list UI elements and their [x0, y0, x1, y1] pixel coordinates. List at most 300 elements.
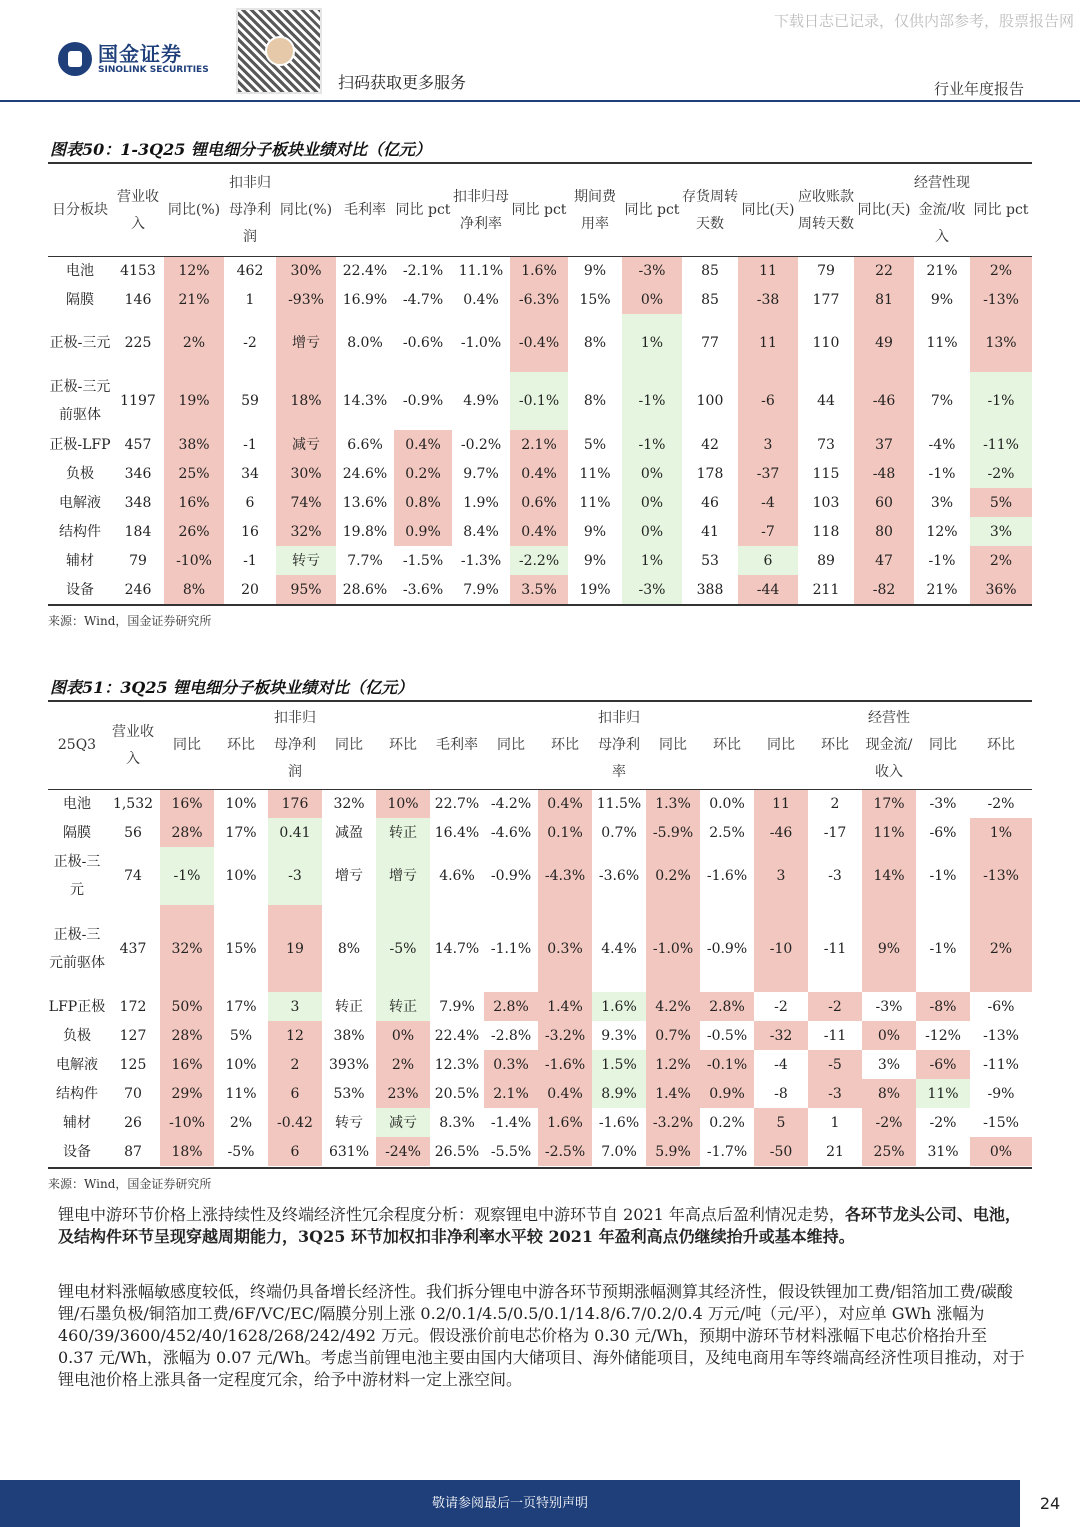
table-cell: 348: [124, 494, 152, 511]
table-cell: -13%: [983, 1027, 1019, 1044]
table-cell: 19: [268, 905, 322, 992]
table-cell: 1.2%: [646, 1050, 700, 1079]
table51-top-rule: [48, 700, 1032, 702]
column-header: 环比: [987, 737, 1015, 754]
table-cell: -3%: [622, 575, 682, 604]
table-cell: 1.9%: [463, 494, 499, 511]
table-cell: -82: [854, 575, 914, 604]
row-label: 电池: [63, 795, 91, 812]
column-header: 同比 pct: [395, 202, 451, 219]
table-row: [48, 789, 1032, 818]
header-row: [48, 166, 1032, 256]
table-cell: 1.6%: [538, 1108, 592, 1137]
table-cell: -1%: [160, 847, 214, 905]
row-label: 正极-三元: [49, 335, 111, 351]
table-cell: -0.9%: [490, 868, 532, 884]
table-cell: 9%: [862, 905, 916, 992]
table-cell: 8.9%: [592, 1079, 646, 1108]
table-cell: 26%: [164, 517, 224, 546]
table-cell: 1%: [970, 818, 1032, 847]
table-row: [48, 372, 1032, 430]
table-cell: 10%: [225, 1056, 257, 1073]
table51-caption: 图表51：3Q25 锂电细分子板块业绩对比（亿元）: [50, 678, 414, 697]
table-cell: -3.2%: [538, 1021, 592, 1050]
table-cell: -3: [268, 847, 322, 905]
row-label: 隔膜: [63, 824, 91, 841]
row-label: 设备: [66, 581, 94, 598]
table-cell: 13%: [970, 314, 1032, 372]
table-cell: 81: [854, 285, 914, 314]
table-cell: 8.4%: [463, 523, 499, 540]
table-cell: 9%: [583, 552, 607, 569]
table-cell: 1.6%: [510, 256, 568, 285]
table-cell: 26: [124, 1114, 142, 1131]
table-cell: 增亏: [376, 847, 430, 905]
column-header: 环比: [713, 737, 741, 754]
table-cell: 95%: [276, 575, 336, 604]
row-label: 辅材: [63, 1114, 91, 1131]
table-cell: 0.7%: [601, 824, 637, 841]
table-cell: 16%: [160, 789, 214, 818]
table-row: [48, 1079, 1032, 1108]
table-cell: 110: [812, 335, 840, 351]
table-cell: -3%: [622, 256, 682, 285]
table-row: [48, 285, 1032, 314]
table-cell: 59: [241, 393, 259, 409]
table-cell: 7.9%: [463, 581, 499, 598]
table50: [48, 166, 1032, 604]
table-cell: -1%: [929, 868, 957, 884]
table-cell: 1.6%: [592, 992, 646, 1021]
table-cell: -0.1%: [700, 1050, 754, 1079]
table-cell: -10%: [160, 1108, 214, 1137]
table-cell: -1.5%: [402, 552, 444, 569]
table-cell: 6: [245, 494, 255, 511]
table-cell: 增亏: [276, 314, 336, 372]
table-cell: 1: [830, 1114, 840, 1131]
table-cell: 8%: [583, 393, 607, 409]
table-cell: 53: [701, 552, 719, 569]
table-cell: -10: [754, 905, 808, 992]
table50-bottom-rule: [48, 604, 1032, 606]
row-label: 正极-三元: [53, 854, 101, 898]
table-cell: 11%: [926, 335, 958, 351]
column-header: 同比(%): [167, 202, 221, 219]
table-cell: 3: [754, 847, 808, 905]
table-cell: -1%: [970, 372, 1032, 430]
table-cell: 2%: [376, 1050, 430, 1079]
table-cell: 31%: [927, 1143, 959, 1160]
row-label: 电解液: [56, 1056, 98, 1073]
table-cell: -48: [854, 459, 914, 488]
table-cell: 2.1%: [510, 430, 568, 459]
table-cell: 28%: [160, 1021, 214, 1050]
table-cell: -3: [828, 868, 842, 884]
table-cell: -5%: [376, 905, 430, 992]
table-cell: 3.5%: [510, 575, 568, 604]
table-cell: 17%: [225, 998, 257, 1015]
table50-caption: 图表50：1-3Q25 锂电细分子板块业绩对比（亿元）: [50, 140, 431, 159]
column-header: 同比 pct: [511, 202, 567, 219]
table-cell: -5%: [227, 1143, 255, 1160]
footer-disclaimer[interactable]: 敬请参阅最后一页特别声明: [0, 1480, 1020, 1527]
column-header: 25Q3: [57, 737, 97, 754]
para1-regular: 锂电中游环节价格上涨持续性及终端经济性冗余程度分析：观察锂电中游环节自 2021 年高点后盈利情况走势，: [58, 1205, 845, 1224]
page-number: 24: [1039, 1494, 1061, 1513]
column-header: 经营性现金流/收入: [865, 710, 913, 781]
table-cell: -4.6%: [490, 824, 532, 841]
table-cell: 0.9%: [394, 517, 452, 546]
row-label: 设备: [63, 1143, 91, 1160]
table-cell: 0%: [622, 488, 682, 517]
table-cell: -1.6%: [598, 1114, 640, 1131]
column-header: 环比: [389, 737, 417, 754]
table-cell: -6%: [916, 1050, 970, 1079]
table-cell: 0.4%: [463, 291, 499, 308]
table-cell: 19.8%: [342, 523, 388, 540]
table-cell: 12%: [164, 256, 224, 285]
table-cell: 1%: [622, 314, 682, 372]
table-cell: 11%: [916, 1079, 970, 1108]
table-row: [48, 546, 1032, 575]
table-cell: 16: [241, 523, 259, 540]
table-cell: 70: [124, 1085, 142, 1102]
table-row: [48, 992, 1032, 1021]
table-cell: -6%: [929, 824, 957, 841]
table-cell: 8.0%: [347, 335, 383, 351]
table-cell: -3%: [875, 998, 903, 1015]
table-cell: 20.5%: [434, 1085, 480, 1102]
table-cell: 0.3%: [538, 905, 592, 992]
watermark: 下载日志已记录，仅供内部参考，股票报告网: [773, 12, 1074, 30]
table-cell: -7: [738, 517, 798, 546]
table-cell: 16.9%: [342, 291, 388, 308]
table-cell: -32: [754, 1021, 808, 1050]
table-cell: -11%: [970, 430, 1032, 459]
table-cell: 2: [830, 795, 840, 812]
table-cell: 11: [754, 789, 808, 818]
table-cell: 2%: [229, 1114, 253, 1131]
table-cell: -37: [738, 459, 798, 488]
table-cell: 9.7%: [463, 465, 499, 482]
column-header: 营业收入: [117, 188, 159, 232]
report-type: 行业年度报告: [933, 80, 1024, 98]
table-cell: -3.6%: [598, 868, 640, 884]
table-cell: 8%: [164, 575, 224, 604]
table-cell: 41: [701, 523, 719, 540]
table-cell: 4153: [120, 262, 156, 279]
column-header: 扣非归母净利润: [229, 175, 271, 246]
table-cell: 38%: [164, 430, 224, 459]
table-cell: 60: [854, 488, 914, 517]
table-row: [48, 1137, 1032, 1166]
table-cell: 30%: [276, 459, 336, 488]
table-cell: 30%: [276, 256, 336, 285]
scan-text: 扫码获取更多服务: [338, 73, 467, 92]
table-cell: -13%: [970, 847, 1032, 905]
table-cell: 85: [701, 291, 719, 308]
table-cell: 115: [812, 465, 840, 482]
table-cell: 21%: [164, 285, 224, 314]
table-cell: -1%: [622, 430, 682, 459]
table-cell: 0.1%: [538, 818, 592, 847]
table-cell: 2%: [164, 314, 224, 372]
table-cell: -3.2%: [646, 1108, 700, 1137]
table-cell: 85: [701, 262, 719, 279]
row-label: LFP正极: [48, 998, 106, 1015]
logo-icon: [58, 42, 92, 76]
table-row: [48, 847, 1032, 905]
table-cell: 7.0%: [601, 1143, 637, 1160]
table51: [48, 703, 1032, 1166]
table-row: [48, 459, 1032, 488]
table-cell: 56: [124, 824, 142, 841]
table-cell: -17: [823, 824, 847, 841]
table-cell: -2.1%: [402, 262, 444, 279]
table-cell: 1197: [120, 393, 156, 409]
table-cell: 42: [701, 436, 719, 453]
column-header: 日分板块: [52, 202, 108, 219]
table-cell: -1: [243, 436, 257, 453]
table-cell: 11.1%: [458, 262, 504, 279]
column-header: 扣非归母净利率: [598, 710, 640, 781]
table-cell: -93%: [276, 285, 336, 314]
table-cell: 2.8%: [484, 992, 538, 1021]
table-cell: -0.6%: [402, 335, 444, 351]
table-cell: 11: [738, 314, 798, 372]
table-cell: 462: [236, 262, 264, 279]
table-cell: 2: [268, 1050, 322, 1079]
table-cell: 2.8%: [700, 992, 754, 1021]
table-cell: 18%: [160, 1137, 214, 1166]
table-cell: 11: [738, 256, 798, 285]
table-cell: 0.7%: [646, 1021, 700, 1050]
table-cell: -2.2%: [510, 546, 568, 575]
table-cell: 11.5%: [596, 795, 642, 812]
table-cell: 0.8%: [394, 488, 452, 517]
table-cell: -3%: [929, 795, 957, 812]
column-header: 营业收入: [112, 723, 154, 767]
row-label: 电池: [66, 262, 94, 279]
table-cell: 53%: [333, 1085, 365, 1102]
column-header: 同比: [335, 737, 363, 754]
table-cell: -2%: [987, 795, 1015, 812]
column-header: 同比: [173, 737, 201, 754]
table-cell: -12%: [925, 1027, 961, 1044]
table-cell: 25%: [164, 459, 224, 488]
row-label: 正极-三元前驱体: [49, 379, 111, 423]
table-cell: -0.9%: [706, 940, 748, 957]
table-cell: -8: [774, 1085, 788, 1102]
table-cell: -1%: [622, 372, 682, 430]
table-cell: 5%: [970, 488, 1032, 517]
row-label: 正极-三元前驱体: [49, 926, 105, 971]
table-row: [48, 818, 1032, 847]
column-header: 环比: [227, 737, 255, 754]
table-cell: 5%: [583, 436, 607, 453]
table-cell: -10%: [164, 546, 224, 575]
table-cell: 79: [817, 262, 835, 279]
qr-logo-icon: [265, 36, 295, 66]
table-cell: 36%: [970, 575, 1032, 604]
column-header: 同比 pct: [973, 202, 1029, 219]
table-cell: 87: [124, 1143, 142, 1160]
table-cell: -50: [754, 1137, 808, 1166]
table-cell: 47: [854, 546, 914, 575]
table-cell: 89: [817, 552, 835, 569]
table-cell: 22.4%: [434, 1027, 480, 1044]
table-cell: 转正: [335, 998, 363, 1015]
column-header: 经营性现金流/收入: [914, 175, 970, 246]
table-cell: -2: [243, 335, 257, 351]
table-cell: 7%: [930, 393, 954, 409]
table-cell: 1,532: [112, 795, 154, 812]
table-cell: 3: [738, 430, 798, 459]
column-header: 毛利率: [436, 737, 478, 754]
table-row: [48, 488, 1032, 517]
table-cell: 3: [268, 992, 322, 1021]
table-cell: 1.4%: [646, 1079, 700, 1108]
column-header: 同比: [659, 737, 687, 754]
table-cell: 减亏: [376, 1108, 430, 1137]
table-cell: -2%: [970, 459, 1032, 488]
table51-bottom-rule: [48, 1167, 1032, 1169]
table-cell: -0.1%: [510, 372, 568, 430]
table-cell: -44: [738, 575, 798, 604]
table-cell: 11%: [862, 818, 916, 847]
table-cell: -38: [738, 285, 798, 314]
table-cell: -2.8%: [490, 1027, 532, 1044]
table-cell: 388: [696, 581, 724, 598]
column-header: 扣非归母净利率: [453, 188, 509, 232]
table-cell: 23%: [376, 1079, 430, 1108]
table-cell: 2%: [970, 546, 1032, 575]
table-cell: 393%: [328, 1056, 370, 1073]
logo-cn: 国金证券: [98, 41, 182, 66]
table-cell: 12: [268, 1021, 322, 1050]
table-cell: -2%: [862, 1108, 916, 1137]
table-cell: 26.5%: [434, 1143, 480, 1160]
table-cell: 14.3%: [342, 393, 388, 409]
table-cell: 0.4%: [394, 430, 452, 459]
table-cell: 0%: [970, 1137, 1032, 1166]
table-cell: -6.3%: [510, 285, 568, 314]
table-cell: -1.6%: [706, 868, 748, 884]
table-cell: -1: [243, 552, 257, 569]
table-cell: 29%: [160, 1079, 214, 1108]
table-cell: 79: [129, 552, 147, 569]
table-cell: 转正: [376, 818, 430, 847]
row-label: 辅材: [66, 552, 94, 569]
table-cell: 0.9%: [700, 1079, 754, 1108]
table-cell: -46: [854, 372, 914, 430]
column-header: 环比: [821, 737, 849, 754]
table-cell: 8%: [583, 335, 607, 351]
table-cell: 34: [241, 465, 259, 482]
table-cell: 437: [119, 940, 147, 957]
table-cell: 127: [119, 1027, 147, 1044]
table-cell: 44: [817, 393, 835, 409]
table-cell: 2%: [970, 256, 1032, 285]
table-cell: 1: [245, 291, 255, 308]
table-cell: 9%: [583, 523, 607, 540]
table-row: [48, 575, 1032, 604]
row-label: 正极-LFP: [49, 436, 111, 453]
table-cell: 15%: [225, 940, 257, 957]
table-cell: 0.2%: [394, 459, 452, 488]
table-cell: 3%: [877, 1056, 901, 1073]
para1-bold: 各环节龙头公司、电池，及结构件环节呈现穿越周期能力，3Q25 环节加权扣非净利率水平较 2021 年盈利高点仍继续抬升或基本维持。: [58, 1205, 1021, 1246]
table-cell: 3%: [930, 494, 954, 511]
table-cell: 转亏: [276, 546, 336, 575]
table-cell: -9%: [987, 1085, 1015, 1102]
table-cell: -1.0%: [460, 335, 502, 351]
table-cell: 22.4%: [342, 262, 388, 279]
table-cell: 17%: [225, 824, 257, 841]
table-cell: -0.4%: [510, 314, 568, 372]
table-cell: -6%: [987, 998, 1015, 1015]
table-cell: -15%: [983, 1114, 1019, 1131]
table-cell: -0.5%: [706, 1027, 748, 1044]
column-header: 环比: [551, 737, 579, 754]
table-cell: 32%: [333, 795, 365, 812]
table-cell: -4.7%: [402, 291, 444, 308]
table-cell: 15%: [579, 291, 611, 308]
table-cell: 8%: [862, 1079, 916, 1108]
table-cell: 16%: [160, 1050, 214, 1079]
table-cell: 118: [812, 523, 840, 540]
table-cell: 178: [696, 465, 724, 482]
table-cell: 10%: [376, 789, 430, 818]
table-cell: 14%: [862, 847, 916, 905]
table-cell: 38%: [333, 1027, 365, 1044]
column-header: 同比(%): [279, 202, 333, 219]
table-cell: 246: [124, 581, 152, 598]
table-cell: 转亏: [335, 1114, 363, 1131]
table-cell: 0.0%: [709, 795, 745, 812]
table-cell: -1.6%: [538, 1050, 592, 1079]
table-row: [48, 905, 1032, 992]
table-cell: 0.4%: [538, 789, 592, 818]
table-cell: 21%: [926, 581, 958, 598]
table-cell: 74: [124, 868, 142, 884]
table-cell: 16%: [164, 488, 224, 517]
table-cell: 6: [738, 546, 798, 575]
table-row: [48, 1021, 1032, 1050]
row-label: 结构件: [59, 523, 101, 540]
table-cell: 1.3%: [646, 789, 700, 818]
table-cell: 28.6%: [342, 581, 388, 598]
table-cell: 21: [826, 1143, 844, 1160]
table-cell: 2.5%: [709, 824, 745, 841]
table-cell: -5.9%: [646, 818, 700, 847]
table-cell: 6: [268, 1137, 322, 1166]
table-cell: 9.3%: [601, 1027, 637, 1044]
table-cell: 6.6%: [347, 436, 383, 453]
page-header: [0, 0, 1080, 102]
table-cell: 0.2%: [709, 1114, 745, 1131]
table-cell: 7.9%: [439, 998, 475, 1015]
table-cell: -2: [808, 992, 862, 1021]
table-cell: 10%: [225, 868, 257, 884]
column-header: 期间费用率: [574, 188, 616, 232]
column-header: 同比: [929, 737, 957, 754]
table-cell: 22: [854, 256, 914, 285]
table-cell: 77: [701, 335, 719, 351]
table-cell: 11%: [579, 494, 611, 511]
table-cell: -4.2%: [490, 795, 532, 812]
table-cell: 177: [812, 291, 840, 308]
